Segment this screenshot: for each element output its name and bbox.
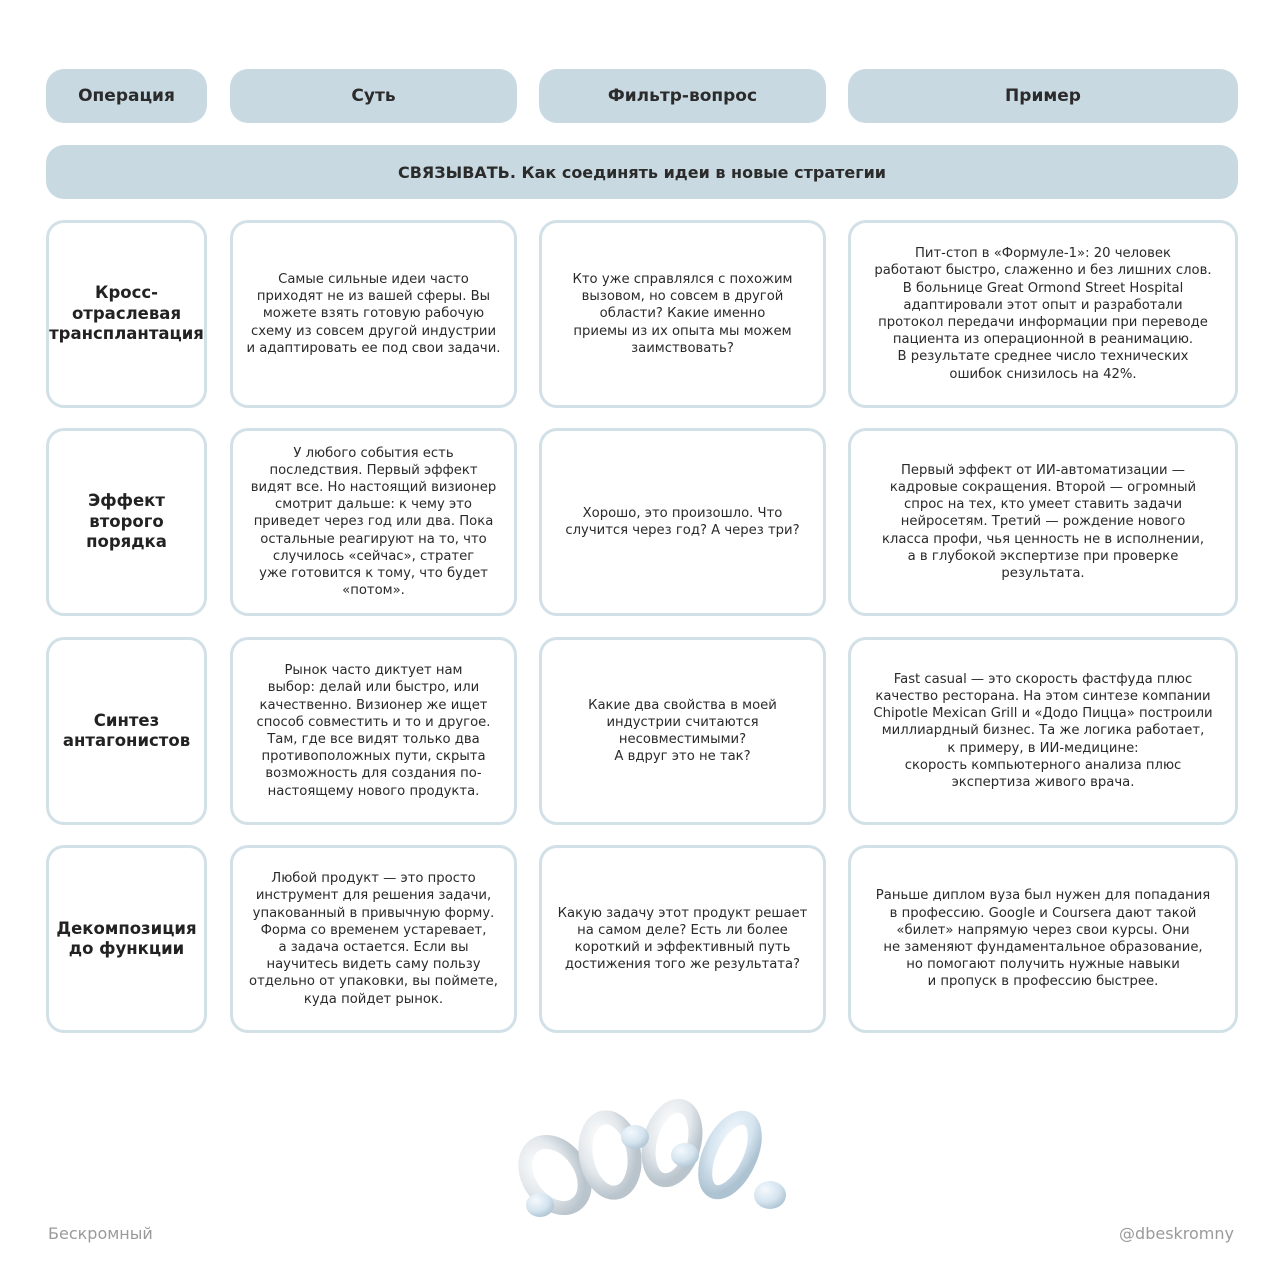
column-header-example-label: Пример — [1005, 86, 1081, 106]
section-title: СВЯЗЫВАТЬ. Как соединять идеи в новые стратегии — [397, 162, 887, 182]
essence-text: Любой продукт — это просто инструмент для решения задачи, упакованный в привычную форму. Форма со временем устаревает, а задача остается. Если вы научитесь видеть саму пользу отдельно от упаковки, вы поймете, куда пойдет рынок. — [249, 871, 498, 1007]
column-header-example — [848, 69, 1238, 123]
question-cell — [539, 220, 826, 408]
essence-text: Рынок часто диктует нам выбор: делай или быстро, или качественно. Визионер же ищет способ совместить и то и другое. Там, где все видят только два противоположных пути, скрыта возможность для создания по- настоящему нового продукта. — [256, 663, 491, 799]
essence-cell — [230, 845, 517, 1033]
column-header-operation — [46, 69, 207, 123]
operation-cell — [46, 845, 207, 1033]
example-text: Раньше диплом вуза был нужен для попадания в профессию. Google и Coursera дают такой «билет» напрямую через свои курсы. Они не заменяют фундаментальное образование, но помогают получить нужные навыки и пропуск в профессию быстрее. — [875, 888, 1211, 990]
question-text: Какую задачу этот продукт решает на самом деле? Есть ли более короткий и эффективный путь достижения того же результата? — [557, 905, 808, 973]
question-text: Какие два свойства в моей индустрии считаются несовместимыми? А вдруг это не так? — [588, 697, 777, 765]
operation-name: Кросс- отраслевая трансплантация — [49, 283, 204, 344]
example-cell — [848, 637, 1238, 825]
essence-cell — [230, 637, 517, 825]
operation-name: Декомпозиция до функции — [56, 918, 197, 958]
example-text: Пит-стоп в «Формуле-1»: 20 человек работают быстро, слаженно и без лишних слов. В больнице Great Ormond Street Hospital адаптировали этот опыт и разработали протокол передачи информации при переводе пациента из операционной в реанимацию. В результате среднее число технических ошибок снизилось на 42%. — [874, 246, 1212, 382]
operation-cell — [46, 428, 207, 616]
essence-text: У любого события есть последствия. Первый эффект видят все. Но настоящий визионер смотрит дальше: к чему это приведет через год или два. Пока остальные реагируют на то, что случилось «сейчас», стратег уже готовится к тому, что будет «потом». — [250, 445, 497, 599]
operation-cell — [46, 220, 207, 408]
column-header-essence-label: Суть — [351, 86, 396, 106]
column-header-filter-question — [539, 69, 826, 123]
operation-name: Эффект второго порядка — [86, 491, 167, 552]
question-cell — [539, 845, 826, 1033]
question-cell — [539, 428, 826, 616]
operation-name: Синтез антагонистов — [62, 710, 191, 750]
column-header-essence — [230, 69, 517, 123]
question-cell — [539, 637, 826, 825]
column-header-operation-label: Операция — [78, 86, 175, 106]
question-text: Кто уже справлялся с похожим вызовом, но совсем в другой области? Какие именно приемы из их опыта мы можем заимствовать? — [572, 271, 793, 356]
essence-cell — [230, 220, 517, 408]
example-text: Fast casual — это скорость фастфуда плюс качество ресторана. На этом синтезе компании Chipotle Mexican Grill и «Додо Пицца» построили миллиардный бизнес. Та же логика работает, к примеру, в ИИ-медицине: скорость компьютерного анализа плюс экспертиза живого врача. — [873, 671, 1213, 790]
column-header-filter-question-label: Фильтр-вопрос — [607, 86, 758, 106]
operation-cell — [46, 637, 207, 825]
example-cell — [848, 845, 1238, 1033]
question-text: Хорошо, это произошло. Что случится через год? А через три? — [565, 505, 800, 538]
essence-text: Самые сильные идеи часто приходят не из вашей сферы. Вы можете взять готовую рабочую схему из совсем другой индустрии и адаптировать ее под свои задачи. — [246, 271, 501, 356]
brand-name: Бескромный — [48, 1224, 153, 1243]
chain-links-illustration — [500, 1075, 800, 1225]
social-handle: @dbeskromny — [1119, 1224, 1234, 1243]
example-cell — [848, 428, 1238, 616]
essence-cell — [230, 428, 517, 616]
example-cell — [848, 220, 1238, 408]
section-banner — [46, 145, 1238, 199]
example-text: Первый эффект от ИИ-автоматизации — кадровые сокращения. Второй — огромный спрос на тех, кто умеет ставить задачи нейросетям. Третий — рождение нового класса профи, чья ценность не в исполнении, а в глубокой экспертизе при проверке результата. — [881, 462, 1205, 581]
